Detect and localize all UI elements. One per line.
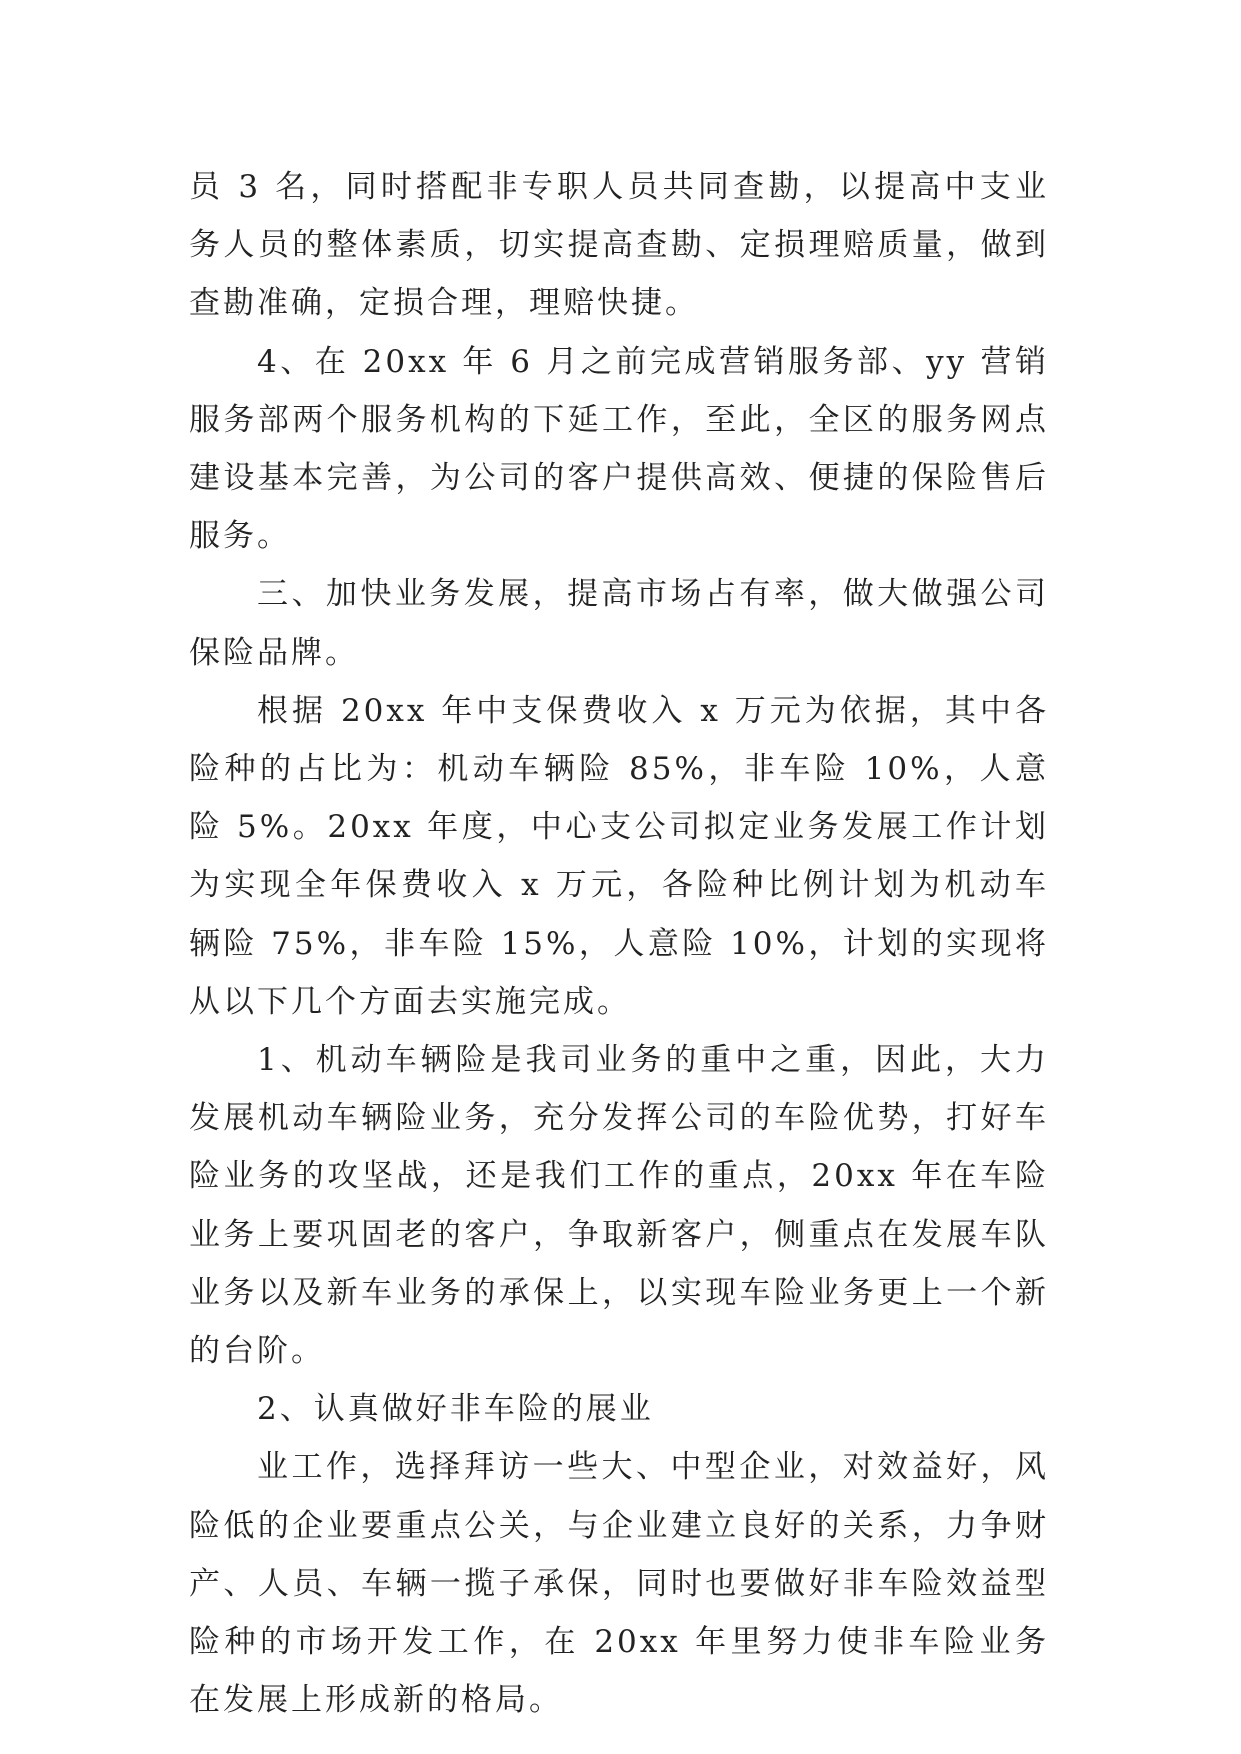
paragraph-5: 1、机动车辆险是我司业务的重中之重，因此，大力发展机动车辆险业务，充分发挥公司的车险优势，打好车险业务的攻坚战，还是我们工作的重点，20xx 年在车险业务上要巩固老的客户，争取新客户，侧重点在发展车队业务以及新车业务的承保上，以实现车险业务更上一个新的台阶。 bbox=[189, 1042, 1049, 1370]
document-body bbox=[189, 158, 1049, 1729]
paragraph-2: 4、在 20xx 年 6 月之前完成营销服务部、yy 营销服务部两个服务机构的下延工作，至此，全区的服务网点建设基本完善，为公司的客户提供高效、便捷的保险售后服务。 bbox=[189, 343, 1049, 555]
paragraph-7: 业工作，选择拜访一些大、中型企业，对效益好，风险低的企业要重点公关，与企业建立良好的关系，力争财产、人员、车辆一揽子承保，同时也要做好非车险效益型险种的市场开发工作，在 20xx 年里努力使非车险业务在发展上形成新的格局。 bbox=[189, 1449, 1049, 1719]
paragraph-6: 2、认真做好非车险的展业 bbox=[257, 1391, 654, 1428]
paragraph-3: 三、加快业务发展，提高市场占有率，做大做强公司保险品牌。 bbox=[189, 576, 1049, 671]
paragraph-4: 根据 20xx 年中支保费收入 x 万元为依据，其中各险种的占比为：机动车辆险 85%，非车险 10%，人意险 5%。20xx 年度，中心支公司拟定业务发展工作计划为实现全年保费收入 x 万元，各险种比例计划为机动车辆险 75%，非车险 15%，人意险 10%，计划的实现将从以下几个方面去实施完成。 bbox=[189, 692, 1049, 1020]
paragraph-1: 员 3 名，同时搭配非专职人员共同查勘，以提高中支业务人员的整体素质，切实提高查勘、定损理赔质量，做到查勘准确，定损合理，理赔快捷。 bbox=[189, 169, 1049, 322]
